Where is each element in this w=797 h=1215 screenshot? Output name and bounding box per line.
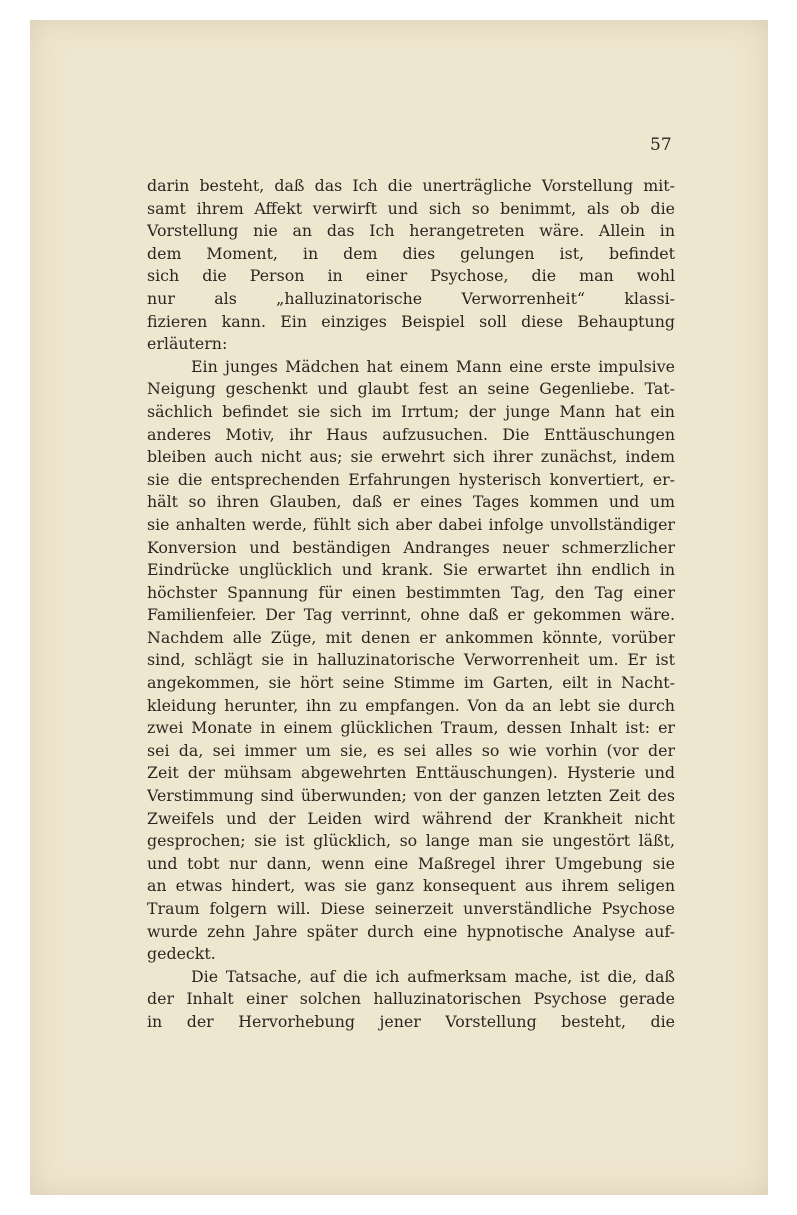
text-line: Neigung geschenkt und glaubt fest an seine Gegenliebe. Tat- [147, 379, 675, 399]
text-line: höchster Spannung für einen bestimmten Tag, den Tag einer [147, 582, 675, 602]
text-line: hält so ihren Glauben, daß er eines Tages kommen und um [147, 492, 675, 512]
text-line: Vorstellung nie an das Ich herangetreten wäre. Allein in [147, 221, 675, 241]
text-line: nur als „halluzinatorische Verworrenheit“ klassi- [147, 288, 675, 308]
text-line: angekommen, sie hört seine Stimme im Garten, eilt in Nacht- [147, 673, 675, 693]
text-line: zwei Monate in einem glücklichen Traum, dessen Inhalt ist: er [147, 718, 675, 738]
text-line: sei da, sei immer um sie, es sei alles so wie vorhin (vor der [147, 740, 675, 760]
text-line: sie die entsprechenden Erfahrungen hysterisch konvertiert, er- [147, 469, 675, 489]
text-line: sie anhalten werde, fühlt sich aber dabei infolge unvollständiger [147, 514, 675, 534]
text-line: sich die Person in einer Psychose, die man wohl [147, 266, 675, 286]
text-line: Konversion und beständigen Andranges neuer schmerzlicher [147, 537, 675, 557]
text-line: fizieren kann. Ein einziges Beispiel soll diese Behauptung [147, 311, 675, 331]
text-line: der Inhalt einer solchen halluzinatorischen Psychose gerade [147, 989, 675, 1009]
text-line: anderes Motiv, ihr Haus aufzusuchen. Die Enttäuschungen [147, 424, 675, 444]
text-line: an etwas hindert, was sie ganz konsequent aus ihrem seligen [147, 876, 675, 896]
text-line: Nachdem alle Züge, mit denen er ankommen könnte, vorüber [147, 627, 675, 647]
text-line: in der Hervorhebung jener Vorstellung besteht, die [147, 1011, 675, 1031]
text-line: bleiben auch nicht aus; sie erwehrt sich ihrer zunächst, indem [147, 447, 675, 467]
text-line: darin besteht, daß das Ich die unerträgliche Vorstellung mit- [147, 176, 675, 195]
book-page [30, 20, 768, 1195]
text-line: Die Tatsache, auf die ich aufmerksam mache, ist die, daß [191, 966, 675, 986]
text-line: gesprochen; sie ist glücklich, so lange man sie ungestört läßt, [147, 831, 675, 851]
text-line: Verstimmung sind überwunden; von der ganzen letzten Zeit des [147, 786, 675, 806]
page-number: 57 [650, 135, 672, 155]
text-line: Zweifels und der Leiden wird während der Krankheit nicht [147, 808, 675, 828]
text-line: und tobt nur dann, wenn eine Maßregel ihrer Umgebung sie [147, 853, 675, 873]
text-line: gedeckt. [147, 944, 216, 964]
body-text [147, 175, 675, 1034]
text-line: dem Moment, in dem dies gelungen ist, befindet [147, 243, 675, 263]
text-line: Eindrücke unglücklich und krank. Sie erwartet ihn endlich in [147, 560, 675, 580]
text-line: sächlich befindet sie sich im Irrtum; der junge Mann hat ein [147, 401, 675, 421]
text-line: Zeit der mühsam abgewehrten Enttäuschungen). Hysterie und [147, 763, 675, 783]
text-line: wurde zehn Jahre später durch eine hypnotische Analyse auf- [147, 921, 675, 941]
text-line: Traum folgern will. Diese seinerzeit unverständliche Psychose [147, 899, 675, 918]
text-line: Familienfeier. Der Tag verrinnt, ohne daß er gekommen wäre. [147, 605, 675, 625]
text-line: erläutern: [147, 334, 228, 354]
text-line: kleidung herunter, ihn zu empfangen. Von da an lebt sie durch [147, 695, 675, 715]
text-line: sind, schlägt sie in halluzinatorische Verworrenheit um. Er ist [147, 650, 675, 670]
text-line: samt ihrem Affekt verwirft und sich so benimmt, als ob die [147, 198, 675, 218]
text-line: Ein junges Mädchen hat einem Mann eine erste impulsive [191, 356, 675, 376]
